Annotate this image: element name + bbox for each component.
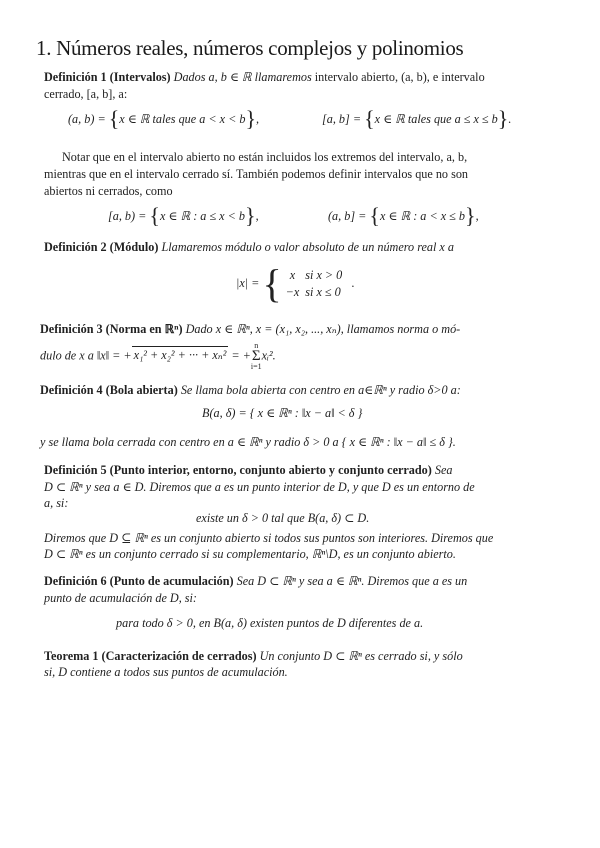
def3-sqrt: x₁² + x₂² + ··· + xₙ² [133, 348, 227, 363]
def5-line2: D ⊂ ℝⁿ y sea a ∈ D. Diremos que a es un punto interior de D, y que D es un entorno de [44, 480, 475, 494]
def5-line5: D ⊂ ℝⁿ es un conjunto cerrado si su complementario, ℝⁿ\D, es un conjunto abierto. [44, 547, 456, 561]
note-eq2: (a, b] = {x ∈ ℝ : a < x ≤ b}, [328, 203, 479, 228]
def5-label: Definición 5 (Punto interior, entorno, conjunto abierto y conjunto cerrado) [44, 463, 432, 477]
def3-sum: n Σ i=1 [250, 341, 262, 371]
def2-text: Llamaremos módulo o valor absoluto de un número real x a [161, 240, 454, 254]
def6-text: Sea D ⊂ ℝⁿ y sea a ∈ ℝⁿ. Diremos que a es un [236, 574, 468, 588]
def1-line1 [44, 69, 564, 86]
thm1-line2: si, D contiene a todos sus puntos de acumulación. [44, 665, 288, 679]
def1-line2: cerrado, [a, b], a: [44, 87, 128, 101]
thm1-label: Teorema 1 (Caracterización de cerrados) [44, 649, 257, 663]
def5-line1: Definición 5 (Punto interior, entorno, conjunto abierto y conjunto cerrado) Sea [44, 463, 453, 477]
note-line1: Notar que en el intervalo abierto no están incluidos los extremos del intervalo, a, b, [62, 150, 468, 164]
note-eq1: [a, b) = {x ∈ ℝ : a ≤ x < b}, [108, 203, 259, 228]
thm1-line1 [44, 648, 463, 665]
def3-label: Definición 3 (Norma en ℝⁿ) [40, 322, 183, 336]
def6-label: Definición 6 (Punto de acumulación) [44, 574, 234, 588]
def3-line2: dulo de x a ‖x‖ = + x₁² + x₂² + ··· + xₙ² = + n Σ i=1 xᵢ². [40, 341, 276, 371]
def6-eq: para todo δ > 0, en B(a, δ) existen puntos de D diferentes de a. [116, 616, 424, 630]
def4-line1 [40, 382, 461, 399]
thm1-text: Un conjunto D ⊂ ℝⁿ es cerrado si, y sólo [259, 649, 463, 663]
def4-label: Definición 4 (Bola abierta) [40, 383, 178, 397]
def1-eq-open: (a, b) = {x ∈ ℝ tales que a < x < b}, [68, 106, 260, 131]
def1-text-italic: Dados a, b ∈ ℝ llamaremos [173, 70, 312, 84]
note-line2: mientras que en el intervalo cerrado sí. También podemos definir intervalos que no son [44, 167, 469, 181]
def2-eq: |x| = { x si x > 0 −x si x ≤ 0 . [236, 261, 355, 306]
note-line3: abiertos ni cerrados, como [44, 184, 173, 198]
def1-eq-closed: [a, b] = {x ∈ ℝ tales que a ≤ x ≤ b}. [322, 106, 512, 131]
def1-eq-closed-set: x ∈ ℝ tales que a ≤ x ≤ b [374, 112, 498, 126]
def2-line1 [44, 239, 454, 256]
def3-line1 [40, 321, 460, 338]
def1-label: Definición 1 (Intervalos) [44, 70, 171, 84]
section-title: 1. Números reales, números complejos y polinomios [36, 36, 464, 60]
def5-line4: Diremos que D ⊆ ℝⁿ es un conjunto abierto si todos sus puntos son interiores. Diremos que [44, 531, 494, 545]
def5-line3: a, si: [44, 496, 69, 510]
def1-text-rest: intervalo abierto, (a, b), e intervalo [311, 70, 485, 84]
def4-eq: B(a, δ) = { x ∈ ℝⁿ : ‖x − a‖ < δ } [202, 406, 363, 420]
def4-line2: y se llama bola cerrada con centro en a ∈ ℝⁿ y radio δ > 0 a { x ∈ ℝⁿ : ‖x − a‖ ≤ δ }. [40, 435, 456, 449]
def5-eq: existe un δ > 0 tal que B(a, δ) ⊂ D. [196, 511, 370, 525]
def1-eq-open-set: x ∈ ℝ tales que a < x < b [119, 112, 246, 126]
def2-label: Definición 2 (Módulo) [44, 240, 159, 254]
def6-line2: punto de acumulación de D, si: [44, 591, 197, 605]
def3-text1: Dado x ∈ ℝⁿ, x = (x₁, x₂, ..., xₙ), llamamos norma o mó- [185, 322, 461, 336]
def6-line1 [44, 573, 467, 590]
def4-text: Se llama bola abierta con centro en a∈ℝⁿ y radio δ>0 a: [180, 383, 461, 397]
